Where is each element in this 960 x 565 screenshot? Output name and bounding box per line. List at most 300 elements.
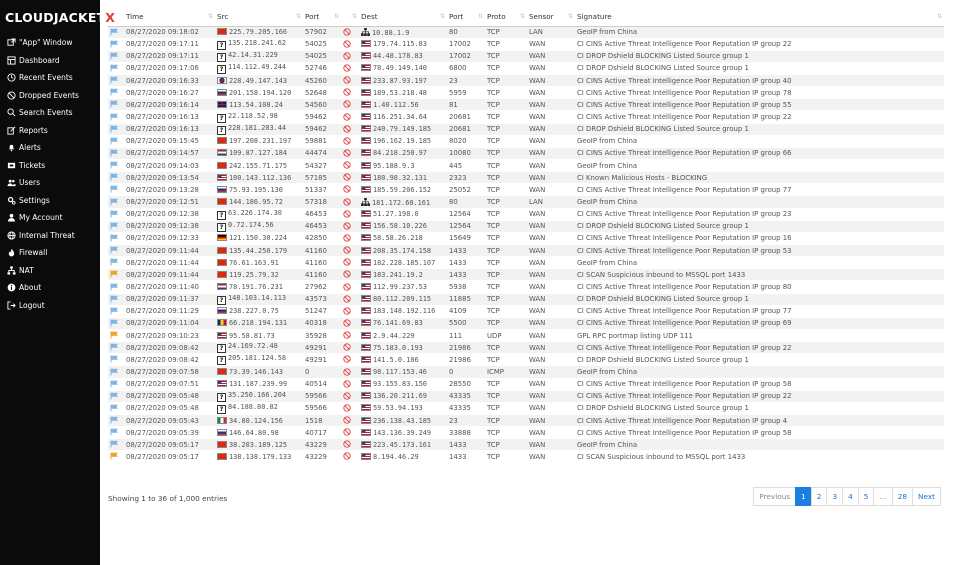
action-cell[interactable] — [341, 184, 359, 196]
action-cell[interactable] — [341, 366, 359, 378]
src-ip[interactable]: 148.103.14.113 — [228, 293, 287, 302]
flag-cell[interactable] — [108, 220, 124, 232]
block-icon[interactable] — [343, 210, 351, 218]
action-cell[interactable] — [341, 293, 359, 305]
dest-ip[interactable]: 93.155.83.150 — [373, 380, 427, 389]
dest-ip[interactable]: 2.9.44.229 — [373, 331, 415, 340]
table-row[interactable] — [108, 317, 944, 329]
action-cell[interactable] — [341, 330, 359, 342]
signature-cell[interactable]: CI CINS Active Threat Intelligence Poor Reputation IP group 80 — [575, 281, 944, 293]
block-icon[interactable] — [343, 246, 351, 254]
next-page-button[interactable]: Next — [912, 487, 941, 506]
flag-cell[interactable] — [108, 281, 124, 293]
table-row[interactable] — [108, 439, 944, 451]
sidebar-item-nat[interactable] — [0, 262, 100, 280]
signature-cell[interactable]: GeoIP from China — [575, 366, 944, 378]
table-row[interactable] — [108, 427, 944, 439]
block-icon[interactable] — [343, 295, 351, 303]
action-cell[interactable] — [341, 172, 359, 184]
dest-ip[interactable]: 141.5.0.106 — [373, 355, 419, 364]
signature-cell[interactable]: CI DROP Dshield BLOCKING Listed Source group 1 — [575, 293, 944, 305]
event-flag-icon[interactable] — [110, 246, 119, 254]
block-icon[interactable] — [343, 428, 351, 436]
action-cell[interactable] — [341, 62, 359, 74]
dest-cell[interactable] — [359, 305, 447, 317]
dest-ip[interactable]: 185.59.206.152 — [373, 185, 432, 194]
col-signature[interactable]: Signature ⇅ — [575, 8, 944, 26]
dest-ip[interactable]: 59.53.94.193 — [373, 404, 423, 413]
event-flag-icon[interactable] — [110, 76, 119, 84]
dest-cell[interactable] — [359, 439, 447, 451]
dest-cell[interactable] — [359, 330, 447, 342]
event-flag-icon[interactable] — [110, 368, 119, 376]
dest-cell[interactable] — [359, 269, 447, 281]
block-icon[interactable] — [343, 76, 351, 84]
table-row[interactable] — [108, 281, 944, 293]
col-dest[interactable]: Dest ⇅ — [359, 8, 447, 26]
flag-cell[interactable] — [108, 196, 124, 208]
event-flag-icon[interactable] — [110, 125, 119, 133]
sidebar-item-internal-threat[interactable] — [0, 227, 100, 245]
flag-cell[interactable] — [108, 378, 124, 390]
flag-cell[interactable] — [108, 439, 124, 451]
signature-cell[interactable]: CI Known Malicious Hosts - BLOCKING — [575, 172, 944, 184]
flag-cell[interactable] — [108, 427, 124, 439]
signature-cell[interactable]: CI CINS Active Threat Intelligence Poor Reputation IP group 69 — [575, 317, 944, 329]
event-flag-icon[interactable] — [110, 440, 119, 448]
event-flag-icon[interactable] — [110, 452, 119, 460]
table-row[interactable] — [108, 451, 944, 463]
dest-ip[interactable]: 240.79.149.185 — [373, 125, 432, 134]
table-row[interactable] — [108, 87, 944, 99]
src-ip[interactable]: 100.143.112.136 — [229, 173, 292, 182]
signature-cell[interactable]: CI DROP Dshield BLOCKING Listed Source group 1 — [575, 402, 944, 414]
event-flag-icon[interactable] — [110, 343, 119, 351]
flag-cell[interactable] — [108, 111, 124, 123]
flag-cell[interactable] — [108, 366, 124, 378]
signature-cell[interactable]: CI CINS Active Threat Intelligence Poor Reputation IP group 55 — [575, 99, 944, 111]
signature-cell[interactable]: CI SCAN Suspicious inbound to MSSQL port 1433 — [575, 269, 944, 281]
table-row[interactable] — [108, 378, 944, 390]
dest-ip[interactable]: 112.99.237.53 — [373, 283, 427, 292]
block-icon[interactable] — [343, 40, 351, 48]
action-cell[interactable] — [341, 439, 359, 451]
dest-ip[interactable]: 98.117.153.46 — [373, 368, 427, 376]
table-row[interactable] — [108, 354, 944, 366]
dest-cell[interactable] — [359, 354, 447, 366]
action-cell[interactable] — [341, 451, 359, 463]
src-cell[interactable] — [215, 50, 303, 62]
src-cell[interactable] — [215, 75, 303, 87]
block-icon[interactable] — [343, 198, 351, 206]
flag-cell[interactable] — [108, 147, 124, 159]
event-flag-icon[interactable] — [110, 149, 119, 157]
dest-cell[interactable] — [359, 26, 447, 38]
src-ip[interactable]: 225.79.205.166 — [229, 28, 288, 37]
flag-cell[interactable] — [108, 451, 124, 463]
action-cell[interactable] — [341, 354, 359, 366]
block-icon[interactable] — [343, 149, 351, 157]
flag-cell[interactable] — [108, 135, 124, 147]
event-flag-icon[interactable] — [110, 416, 119, 424]
signature-cell[interactable]: GeoIP from China — [575, 257, 944, 269]
event-flag-icon[interactable] — [110, 331, 119, 339]
src-ip[interactable]: 113.54.108.24 — [229, 100, 283, 109]
dest-ip[interactable]: 233.87.93.197 — [373, 76, 427, 85]
signature-cell[interactable]: CI CINS Active Threat Intelligence Poor Reputation IP group 40 — [575, 75, 944, 87]
dest-ip[interactable]: 1.40.112.56 — [373, 100, 419, 109]
block-icon[interactable] — [343, 88, 351, 96]
src-ip[interactable]: 205.181.124.58 — [228, 354, 287, 363]
event-flag-icon[interactable] — [110, 52, 119, 60]
flag-cell[interactable] — [108, 293, 124, 305]
dest-ip[interactable]: 236.138.43.185 — [373, 416, 432, 425]
src-ip[interactable]: 35.250.166.204 — [228, 390, 287, 399]
page-button-4[interactable]: 4 — [842, 487, 859, 506]
action-cell[interactable] — [341, 26, 359, 38]
block-icon[interactable] — [343, 331, 351, 339]
src-ip[interactable]: 66.218.194.131 — [229, 319, 288, 328]
sidebar-item-firewall[interactable] — [0, 244, 100, 262]
src-ip[interactable]: 201.158.194.120 — [229, 88, 292, 97]
table-row[interactable] — [108, 75, 944, 87]
flag-cell[interactable] — [108, 305, 124, 317]
table-row[interactable] — [108, 147, 944, 159]
dest-ip[interactable]: 8.194.46.29 — [373, 452, 419, 461]
src-cell[interactable] — [215, 123, 303, 135]
block-icon[interactable] — [343, 161, 351, 169]
flag-cell[interactable] — [108, 354, 124, 366]
dest-cell[interactable] — [359, 281, 447, 293]
dest-cell[interactable] — [359, 147, 447, 159]
page-button-1[interactable]: 1 — [795, 487, 812, 506]
src-ip[interactable]: 135.44.250.179 — [229, 246, 288, 255]
dest-cell[interactable] — [359, 390, 447, 402]
action-cell[interactable] — [341, 135, 359, 147]
dest-cell[interactable] — [359, 75, 447, 87]
block-icon[interactable] — [343, 234, 351, 242]
table-row[interactable] — [108, 366, 944, 378]
signature-cell[interactable]: CI DROP Dshield BLOCKING Listed Source group 1 — [575, 50, 944, 62]
action-cell[interactable] — [341, 160, 359, 172]
block-icon[interactable] — [343, 258, 351, 266]
dest-ip[interactable]: 208.35.174.158 — [373, 246, 432, 255]
dest-cell[interactable] — [359, 415, 447, 427]
signature-cell[interactable]: GeoIP from China — [575, 135, 944, 147]
dest-cell[interactable] — [359, 184, 447, 196]
page-button-28[interactable]: 28 — [892, 487, 913, 506]
action-cell[interactable] — [341, 427, 359, 439]
action-cell[interactable] — [341, 245, 359, 257]
sidebar-item-my-account[interactable] — [0, 209, 100, 227]
block-icon[interactable] — [343, 319, 351, 327]
dest-cell[interactable] — [359, 427, 447, 439]
flag-cell[interactable] — [108, 160, 124, 172]
action-cell[interactable] — [341, 342, 359, 354]
src-cell[interactable] — [215, 99, 303, 111]
action-cell[interactable] — [341, 111, 359, 123]
src-ip[interactable]: 238.227.0.75 — [229, 307, 279, 316]
sidebar-item-app-window[interactable] — [0, 34, 100, 52]
src-cell[interactable] — [215, 135, 303, 147]
event-flag-icon[interactable] — [110, 283, 119, 291]
src-ip[interactable]: 75.93.195.130 — [229, 185, 283, 194]
dest-cell[interactable] — [359, 378, 447, 390]
sidebar-item-search-events[interactable] — [0, 104, 100, 122]
block-icon[interactable] — [343, 125, 351, 133]
dest-ip[interactable]: 189.53.218.48 — [373, 88, 427, 97]
dest-cell[interactable] — [359, 111, 447, 123]
signature-cell[interactable]: CI CINS Active Threat Intelligence Poor Reputation IP group 23 — [575, 208, 944, 220]
src-cell[interactable] — [215, 390, 303, 402]
dest-cell[interactable] — [359, 342, 447, 354]
table-row[interactable] — [108, 111, 944, 123]
dest-cell[interactable] — [359, 135, 447, 147]
src-ip[interactable]: 76.61.163.91 — [229, 258, 279, 267]
src-ip[interactable]: 119.25.79.32 — [229, 270, 279, 279]
col-sensor[interactable]: Sensor ⇅ — [527, 8, 575, 26]
src-cell[interactable] — [215, 38, 303, 50]
block-icon[interactable] — [343, 222, 351, 230]
dest-ip[interactable]: 95.188.9.3 — [373, 161, 415, 170]
block-icon[interactable] — [343, 380, 351, 388]
src-ip[interactable]: 42.14.31.229 — [228, 50, 278, 59]
flag-cell[interactable] — [108, 123, 124, 135]
signature-cell[interactable]: CI DROP Dshield BLOCKING Listed Source group 1 — [575, 62, 944, 74]
src-ip[interactable]: 38.203.189.125 — [229, 440, 288, 449]
src-ip[interactable]: 84.188.80.82 — [228, 402, 278, 411]
dest-ip[interactable]: 183.241.19.2 — [373, 270, 423, 279]
table-row[interactable] — [108, 99, 944, 111]
src-cell[interactable] — [215, 147, 303, 159]
flag-cell[interactable] — [108, 232, 124, 244]
signature-cell[interactable]: GeoIP from China — [575, 26, 944, 38]
src-cell[interactable] — [215, 257, 303, 269]
action-cell[interactable] — [341, 281, 359, 293]
dest-ip[interactable]: 179.74.115.83 — [373, 40, 427, 49]
table-row[interactable] — [108, 135, 944, 147]
col-src-port[interactable]: Port ⇅ — [303, 8, 341, 26]
src-cell[interactable] — [215, 62, 303, 74]
dest-cell[interactable] — [359, 317, 447, 329]
dest-ip[interactable]: 183.148.192.116 — [373, 307, 436, 316]
block-icon[interactable] — [343, 307, 351, 315]
table-row[interactable] — [108, 330, 944, 342]
src-cell[interactable] — [215, 172, 303, 184]
dest-ip[interactable]: 182.228.185.107 — [373, 258, 436, 267]
action-cell[interactable] — [341, 50, 359, 62]
sidebar-item-recent-events[interactable] — [0, 69, 100, 87]
dest-ip[interactable]: 75.183.0.193 — [373, 343, 423, 352]
src-cell[interactable] — [215, 402, 303, 414]
src-cell[interactable] — [215, 184, 303, 196]
event-flag-icon[interactable] — [110, 270, 119, 278]
src-ip[interactable]: 78.191.76.231 — [229, 283, 283, 292]
col-action[interactable]: ⇅ — [341, 8, 359, 26]
event-flag-icon[interactable] — [110, 210, 119, 218]
dest-ip[interactable]: 44.48.178.83 — [373, 52, 423, 61]
flag-cell[interactable] — [108, 62, 124, 74]
action-cell[interactable] — [341, 232, 359, 244]
src-cell[interactable] — [215, 305, 303, 317]
flag-cell[interactable] — [108, 269, 124, 281]
block-icon[interactable] — [343, 100, 351, 108]
signature-cell[interactable]: CI DROP Dshield BLOCKING Listed Source group 1 — [575, 354, 944, 366]
flag-cell[interactable] — [108, 26, 124, 38]
src-ip[interactable]: 95.58.81.73 — [229, 331, 275, 340]
block-icon[interactable] — [343, 52, 351, 60]
page-button-2[interactable]: 2 — [811, 487, 828, 506]
src-ip[interactable]: 135.218.241.62 — [228, 38, 287, 47]
src-cell[interactable] — [215, 269, 303, 281]
src-ip[interactable]: 24.169.72.48 — [228, 342, 278, 351]
sidebar-item-logout[interactable] — [0, 297, 100, 315]
flag-cell[interactable] — [108, 172, 124, 184]
table-row[interactable] — [108, 293, 944, 305]
col-time[interactable]: Time ⇅ — [124, 8, 215, 26]
block-icon[interactable] — [343, 452, 351, 460]
block-icon[interactable] — [343, 28, 351, 36]
block-icon[interactable] — [343, 173, 351, 181]
src-cell[interactable] — [215, 439, 303, 451]
action-cell[interactable] — [341, 123, 359, 135]
dest-cell[interactable] — [359, 451, 447, 463]
src-cell[interactable] — [215, 330, 303, 342]
flag-cell[interactable] — [108, 38, 124, 50]
block-icon[interactable] — [343, 416, 351, 424]
dest-ip[interactable]: 58.58.26.218 — [373, 234, 423, 243]
sidebar-item-reports[interactable] — [0, 122, 100, 140]
signature-cell[interactable]: GeoIP from China — [575, 439, 944, 451]
event-flag-icon[interactable] — [110, 234, 119, 242]
table-row[interactable] — [108, 220, 944, 232]
col-proto[interactable]: Proto ⇅ — [485, 8, 527, 26]
action-cell[interactable] — [341, 99, 359, 111]
dest-cell[interactable] — [359, 62, 447, 74]
dest-cell[interactable] — [359, 232, 447, 244]
src-ip[interactable]: 144.186.95.72 — [229, 198, 283, 207]
signature-cell[interactable]: CI CINS Active Threat Intelligence Poor Reputation IP group 22 — [575, 390, 944, 402]
dest-ip[interactable]: 80.112.209.115 — [373, 295, 432, 304]
dest-cell[interactable] — [359, 160, 447, 172]
dest-cell[interactable] — [359, 366, 447, 378]
event-flag-icon[interactable] — [110, 355, 119, 363]
dest-cell[interactable] — [359, 220, 447, 232]
table-row[interactable] — [108, 208, 944, 220]
src-cell[interactable] — [215, 281, 303, 293]
dest-cell[interactable] — [359, 172, 447, 184]
src-ip[interactable]: 228.181.203.44 — [228, 123, 287, 132]
action-cell[interactable] — [341, 220, 359, 232]
src-ip[interactable]: 34.80.124.156 — [229, 416, 283, 425]
table-row[interactable] — [108, 184, 944, 196]
event-flag-icon[interactable] — [110, 161, 119, 169]
signature-cell[interactable]: GPL RPC portmap listing UDP 111 — [575, 330, 944, 342]
src-ip[interactable]: 131.187.239.99 — [229, 380, 288, 389]
signature-cell[interactable]: CI CINS Active Threat Intelligence Poor Reputation IP group 78 — [575, 87, 944, 99]
previous-page-button[interactable]: Previous — [753, 487, 796, 506]
signature-cell[interactable]: CI CINS Active Threat Intelligence Poor Reputation IP group 58 — [575, 427, 944, 439]
sidebar-item-users[interactable] — [0, 174, 100, 192]
action-cell[interactable] — [341, 378, 359, 390]
src-ip[interactable]: 146.64.80.98 — [229, 428, 279, 437]
action-cell[interactable] — [341, 87, 359, 99]
action-cell[interactable] — [341, 415, 359, 427]
dest-cell[interactable] — [359, 38, 447, 50]
flag-cell[interactable] — [108, 245, 124, 257]
table-row[interactable] — [108, 196, 944, 208]
table-row[interactable] — [108, 172, 944, 184]
block-icon[interactable] — [343, 440, 351, 448]
action-cell[interactable] — [341, 75, 359, 87]
src-cell[interactable] — [215, 160, 303, 172]
src-ip[interactable]: 242.155.71.175 — [229, 161, 288, 170]
action-cell[interactable] — [341, 38, 359, 50]
action-cell[interactable] — [341, 390, 359, 402]
brand-logo[interactable] — [0, 0, 116, 34]
table-row[interactable] — [108, 50, 944, 62]
flag-cell[interactable] — [108, 208, 124, 220]
event-flag-icon[interactable] — [110, 185, 119, 193]
dest-ip[interactable]: 116.251.34.64 — [373, 113, 427, 122]
src-cell[interactable] — [215, 220, 303, 232]
src-cell[interactable] — [215, 208, 303, 220]
signature-cell[interactable]: CI CINS Active Threat Intelligence Poor Reputation IP group 22 — [575, 111, 944, 123]
src-cell[interactable] — [215, 317, 303, 329]
table-row[interactable] — [108, 257, 944, 269]
dest-cell[interactable] — [359, 257, 447, 269]
action-cell[interactable] — [341, 208, 359, 220]
event-flag-icon[interactable] — [110, 222, 119, 230]
dest-ip[interactable]: 180.98.32.131 — [373, 173, 427, 182]
event-flag-icon[interactable] — [110, 100, 119, 108]
signature-cell[interactable]: CI CINS Active Threat Intelligence Poor Reputation IP group 22 — [575, 38, 944, 50]
flag-cell[interactable] — [108, 257, 124, 269]
page-button-3[interactable]: 3 — [826, 487, 843, 506]
dest-cell[interactable] — [359, 208, 447, 220]
block-icon[interactable] — [343, 368, 351, 376]
dest-ip[interactable]: 196.162.19.185 — [373, 137, 432, 146]
dest-ip[interactable]: 156.58.10.226 — [373, 222, 427, 231]
block-icon[interactable] — [343, 113, 351, 121]
dest-cell[interactable] — [359, 293, 447, 305]
src-ip[interactable]: 121.150.30.224 — [229, 234, 288, 243]
sidebar-item-dropped-events[interactable] — [0, 87, 100, 105]
block-icon[interactable] — [343, 137, 351, 145]
dest-cell[interactable] — [359, 245, 447, 257]
action-cell[interactable] — [341, 257, 359, 269]
block-icon[interactable] — [343, 404, 351, 412]
dest-cell[interactable] — [359, 402, 447, 414]
signature-cell[interactable]: CI CINS Active Threat Intelligence Poor Reputation IP group 77 — [575, 305, 944, 317]
src-cell[interactable] — [215, 87, 303, 99]
table-row[interactable] — [108, 402, 944, 414]
signature-cell[interactable]: CI SCAN Suspicious inbound to MSSQL port 1433 — [575, 451, 944, 463]
src-cell[interactable] — [215, 342, 303, 354]
block-icon[interactable] — [343, 392, 351, 400]
dest-ip[interactable]: 51.27.198.0 — [373, 210, 419, 219]
src-ip[interactable]: 114.112.49.244 — [228, 62, 287, 71]
block-icon[interactable] — [343, 283, 351, 291]
src-ip[interactable]: 63.226.174.30 — [228, 208, 282, 217]
dest-cell[interactable] — [359, 50, 447, 62]
event-flag-icon[interactable] — [110, 113, 119, 121]
table-row[interactable] — [108, 62, 944, 74]
flag-cell[interactable] — [108, 317, 124, 329]
action-cell[interactable] — [341, 147, 359, 159]
dest-ip[interactable]: 10.88.1.9 — [372, 28, 410, 37]
src-cell[interactable] — [215, 26, 303, 38]
